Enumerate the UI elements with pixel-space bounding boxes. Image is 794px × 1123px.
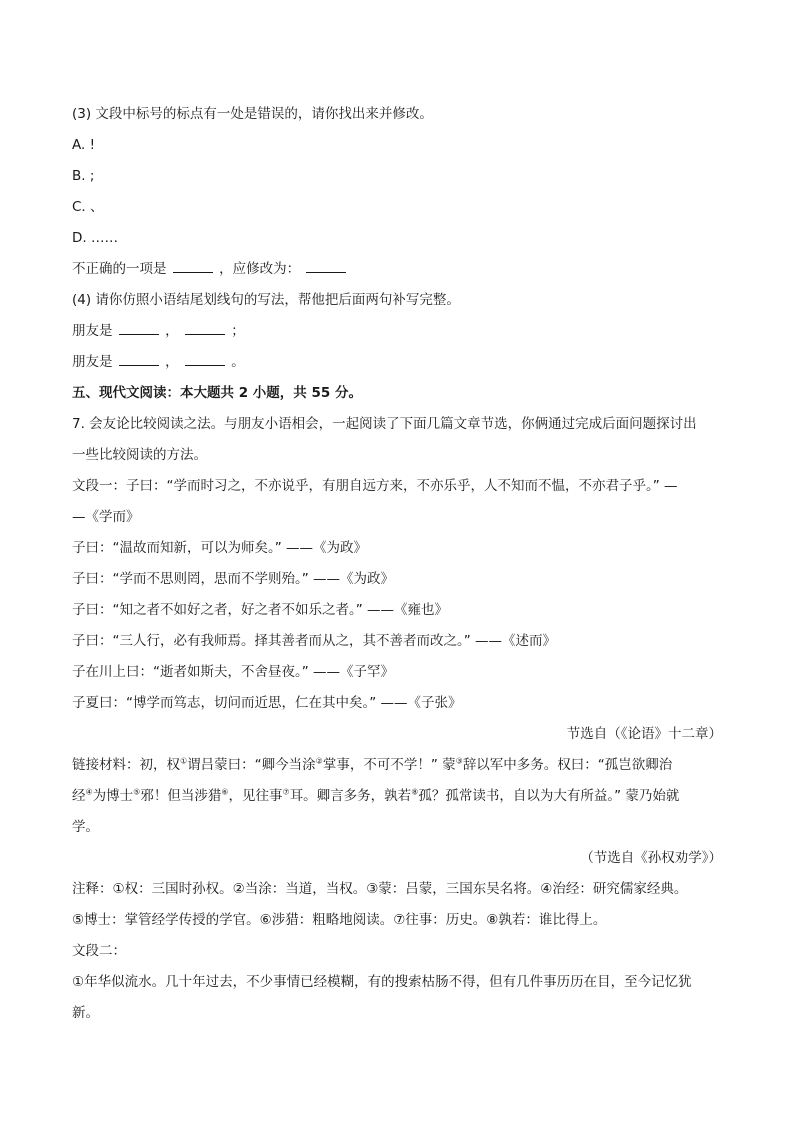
q3-answer-line (72, 260, 348, 278)
q7-intro-line-1: 7. 会友论比较阅读之法。与朋友小语相会，一起阅读了下面几篇文章节选，你俩通过完成后面问题探讨出 (72, 416, 697, 432)
link-text: 邪！但当涉猎 (140, 788, 222, 804)
passage1-line-2: —《学而》 (72, 509, 140, 525)
note-mark-5: ⑤ (133, 787, 141, 797)
note-mark-4: ④ (85, 787, 93, 797)
analects-line-2: 子曰：“学而不思则罔，思而不学则殆。” ——《为政》 (72, 571, 395, 587)
q4-line2-blank-2[interactable] (185, 353, 225, 366)
q4-line1-comma: ， (165, 323, 179, 339)
link-text: ，见往事 (228, 788, 283, 804)
passage1-line-1: 文段一：子曰：“学而时习之，不亦说乎，有朋自远方来，不亦乐乎，人不知而不愠，不亦君子乎。” — (72, 478, 678, 494)
link-text: 为博士 (92, 788, 134, 804)
analects-line-6: 子夏曰：“博学而笃志，切问而近思，仁在其中矣。” ——《子张》 (72, 695, 462, 711)
passage2-line-1: ①年华似流水。几十年过去，不少事情已经模糊，有的搜索枯肠不得，但有几件事历历在目，至今记忆犹 (72, 974, 692, 990)
q4-line2-comma: ， (165, 354, 179, 370)
analects-line-3: 子曰：“知之者不如好之者，好之者不如乐之者。” ——《雍也》 (72, 602, 449, 618)
q7-intro-line-2: 一些比较阅读的方法。 (72, 447, 207, 463)
link-text: 链接材料：初，权 (72, 757, 180, 773)
q3-prompt: (3) 文段中标号的标点有一处是错误的，请你找出来并修改。 (72, 106, 433, 122)
note-mark-2: ② (315, 756, 323, 766)
note-mark-1: ① (180, 756, 188, 766)
q4-line-1 (72, 322, 245, 340)
link-material-line-3: 学。 (72, 819, 99, 835)
q4-line1-blank-2[interactable] (185, 322, 225, 335)
notes-line-1: 注释：①权：三国时孙权。②当涂：当道，当权。③蒙：吕蒙，三国东吴名将。④治经：研究儒家经典。 (72, 881, 688, 897)
analects-line-5: 子在川上曰：“逝者如斯夫，不舍昼夜。” ——《子罕》 (72, 664, 395, 680)
q4-line1-end: ； (231, 323, 245, 339)
q3-option-c: C. 、 (72, 199, 104, 215)
q3-option-a: A. ! (72, 137, 95, 153)
q4-prompt: (4) 请你仿照小语结尾划线句的写法，帮他把后面两句补写完整。 (72, 292, 460, 308)
link-text: 谓吕蒙曰：“卿今当涂 (187, 757, 316, 773)
q4-line2-prefix: 朋友是 (72, 354, 113, 370)
q4-line-2 (72, 353, 245, 371)
note-mark-8: ⑧ (411, 787, 419, 797)
q4-line2-blank-1[interactable] (119, 353, 159, 366)
q3-option-d: D. …… (72, 230, 118, 246)
passage2-title: 文段二： (72, 943, 126, 959)
q4-line1-prefix: 朋友是 (72, 323, 113, 339)
link-text: 耳。卿言多务，孰若 (289, 788, 412, 804)
link-text: 经 (72, 788, 86, 804)
link-material-line-2 (72, 787, 679, 805)
q3-answer-blank-1[interactable] (173, 260, 213, 273)
note-mark-6: ⑥ (221, 787, 229, 797)
link-material-line-1 (72, 756, 672, 774)
passage2-line-2: 新。 (72, 1005, 99, 1021)
q3-answer-prefix: 不正确的一项是 (72, 261, 167, 277)
notes-line-2: ⑤博士：掌管经学传授的学官。⑥涉猎：粗略地阅读。⑦往事：历史。⑧孰若：谁比得上。 (72, 912, 607, 928)
link-text: 掌事，不可不学！” 蒙 (322, 757, 456, 773)
link-text: 辞以军中多务。权曰：“孤岂欲卿治 (462, 757, 673, 773)
section-5-title: 五、现代文阅读：本大题共 2 小题，共 55 分。 (72, 385, 362, 401)
analects-line-4: 子曰：“三人行，必有我师焉。择其善者而从之，其不善者而改之。” ——《述而》 (72, 633, 557, 649)
q3-answer-mid: ，应修改为： (219, 261, 301, 277)
q3-option-b: B. ; (72, 168, 95, 184)
source-analects: 节选自（《论语》十二章） (566, 726, 722, 742)
analects-line-1: 子曰：“温故而知新，可以为师矣。” ——《为政》 (72, 540, 368, 556)
note-mark-3: ③ (455, 756, 463, 766)
source-sunquan: （节选自《孙权劝学》） (580, 850, 722, 866)
note-mark-7: ⑦ (282, 787, 290, 797)
q4-line1-blank-1[interactable] (119, 322, 159, 335)
q4-line2-end: 。 (231, 354, 245, 370)
link-text: 孤？孤常读书，自以为大有所益。” 蒙乃始就 (418, 788, 680, 804)
q3-answer-blank-2[interactable] (306, 260, 346, 273)
